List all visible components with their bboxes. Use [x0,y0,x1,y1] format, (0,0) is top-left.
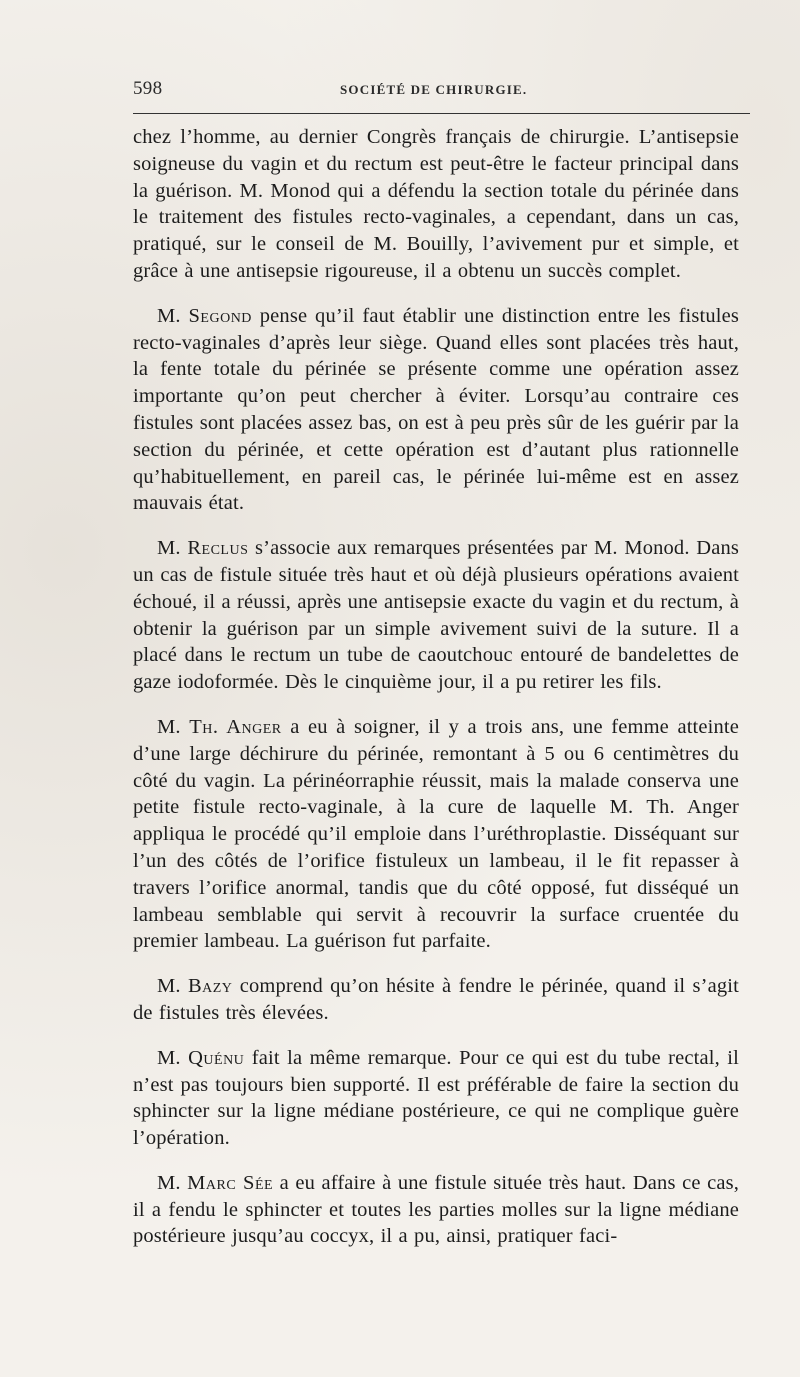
honorific: M. [157,537,181,560]
honorific: M. [157,1046,181,1069]
speaker-name: Bazy [187,975,233,998]
honorific: M. [157,304,181,327]
header-rule [133,113,750,114]
paragraph-reclus [133,535,739,696]
paragraph-th-anger [133,714,739,955]
page-number: 598 [133,78,163,99]
honorific: M. [157,975,181,998]
paragraph-text: comprend qu’on hésite à fendre le périnée, quand il s’agit de fistules très élevées. [133,975,739,1024]
paragraph-bazy [133,973,739,1027]
honorific: M. [157,1171,181,1194]
body-text [133,124,739,1250]
speaker-name: Segond [188,304,252,327]
paragraph-text: s’associe aux remarques présentées par M. Monod. Dans un cas de fistule située très haut et où déjà plusieurs opérations avaient échoué, il a réussi, après une antisepsie exacte du vagin et du rectum, à obtenir la guérison par un simple avivement suivi de la suture. Il a placé dans le rectum un tube de caoutchouc entouré de bandelettes de gaze iodoformée. Dès le cinquième jour, il a pu retirer les fils. [133,537,740,694]
page-header [133,78,750,104]
paragraph-segond [133,303,739,517]
speaker-name: Marc Sée [187,1171,274,1194]
honorific: M. [157,715,181,738]
paragraph-marc-see [133,1170,739,1250]
paragraph-text: chez l’homme, au dernier Congrès français de chirurgie. L’antisepsie soigneuse du vagin et du rectum est peut-être le facteur principal dans la guérison. M. Monod qui a défendu la section totale du périnée dans le traitement des fistules recto-vaginales, a cependant, dans un cas, pratiqué, sur le conseil de M. Bouilly, l’avivement pur et simple, et grâce à une antisepsie rigoureuse, il a obtenu un succès complet. [133,126,739,282]
paragraph-text: a eu à soigner, il y a trois ans, une femme atteinte d’une large déchirure du périnée, remontant à 5 ou 6 centimètres du côté du vagin. La périnéorraphie réussit, mais la malade conserva une petite fistule recto-vaginale, à la cure de laquelle M. Th. Anger appliqua le procédé qu’il emploie dans l’uréthroplastie. Disséquant sur l’un des côtés de l’orifice fistuleux un lambeau, il le fit repasser à travers l’orifice anormal, tandis que du côté opposé, fut disséqué un lambeau semblable qui servit à recouvrir la surface cruentée du premier lambeau. La guérison fut parfaite. [133,715,739,953]
running-head: SOCIÉTÉ DE CHIRURGIE. [340,82,528,97]
paragraph-continuation [133,124,739,285]
speaker-name: Reclus [187,537,249,560]
paragraph-text: pense qu’il faut établir une distinction entre les fistules recto-vaginales d’après leur siège. Quand elles sont placées très haut, la fente totale du périnée se présente comme une opération assez importante qu’on peut chercher à éviter. Lorsqu’au contraire ces fistules sont placées assez bas, on est à peu près sûr de les guérir par la section du périnée, et cette opération est d’autant plus rationnelle qu’habituellement, en pareil cas, le périnée lui-même est en assez mauvais état. [133,304,739,515]
paragraph-text: fait la même remarque. Pour ce qui est du tube rectal, il n’est pas toujours bien supporté. Il est préférable de faire la section du sphincter sur la ligne médiane postérieure, ce qui ne complique guère l’opération. [133,1046,739,1150]
paragraph-text: a eu affaire à une fistule située très haut. Dans ce cas, il a fendu le sphincter et toutes les parties molles sur la ligne médiane postérieure jusqu’au coccyx, il a pu, ainsi, pratiquer faci- [133,1171,739,1248]
paragraph-quenu [133,1045,739,1152]
speaker-name: Quénu [188,1046,245,1069]
speaker-name: Th. Anger [189,715,282,738]
